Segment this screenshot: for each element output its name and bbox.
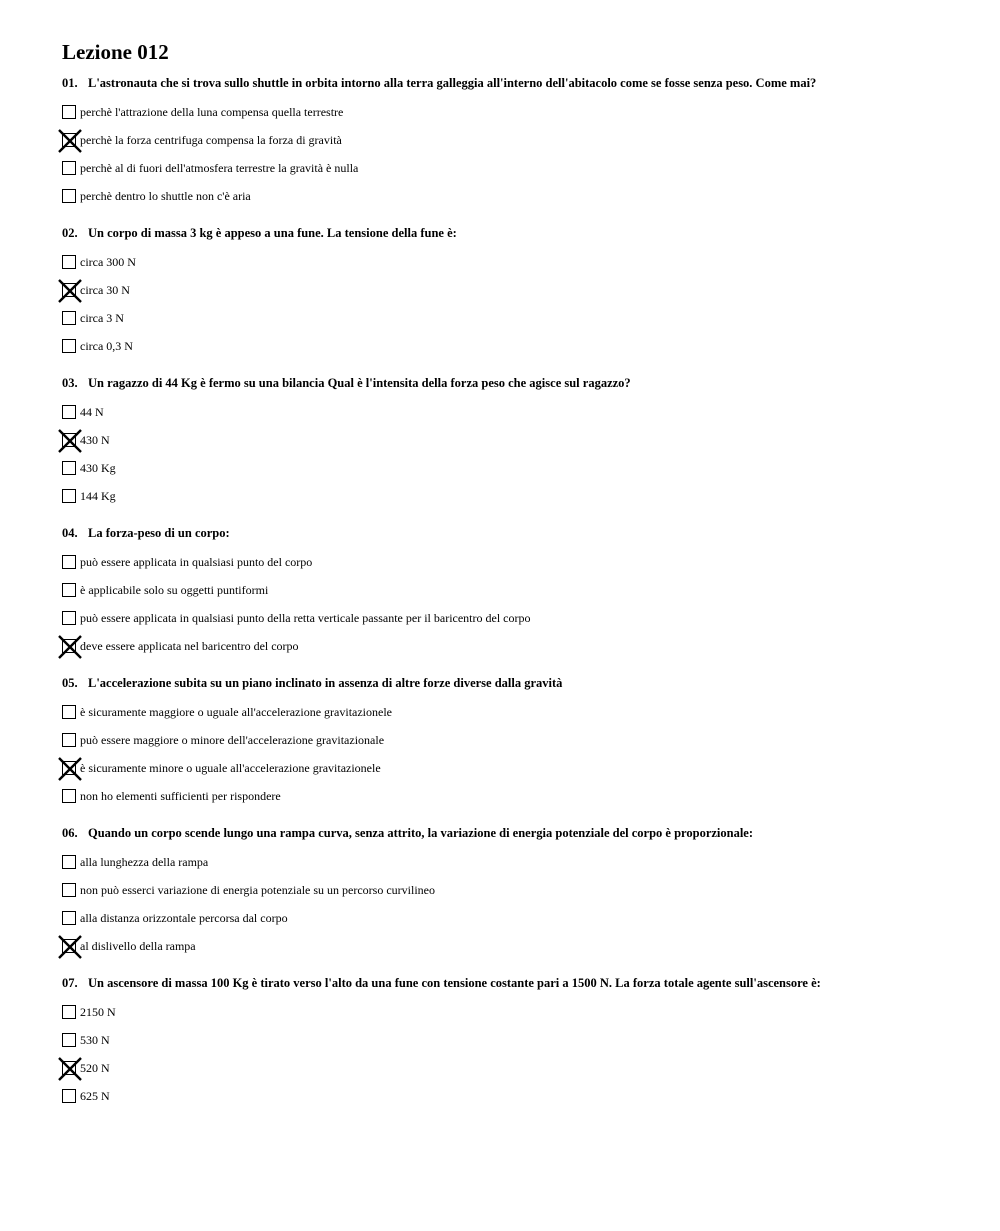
answer-option[interactable] (62, 756, 962, 784)
answer-option-label: 530 N (80, 1033, 110, 1047)
answer-option[interactable] (62, 1028, 962, 1056)
answer-option[interactable] (62, 784, 962, 812)
answer-option[interactable] (62, 334, 962, 362)
checkbox[interactable] (62, 911, 76, 925)
answer-option-label: al dislivello della rampa (80, 939, 196, 953)
question-text (62, 675, 962, 691)
answer-option[interactable] (62, 934, 962, 962)
answer-option[interactable] (62, 906, 962, 934)
question-label: Quando un corpo scende lungo una rampa curva, senza attrito, la variazione di energia potenziale del corpo è proporzionale: (88, 826, 754, 840)
answer-option[interactable] (62, 1084, 962, 1112)
cross-mark-icon (59, 936, 81, 958)
answer-option-label: può essere applicata in qualsiasi punto del corpo (80, 555, 313, 569)
checkbox[interactable] (62, 555, 76, 569)
question-text (62, 225, 962, 241)
question-number: 04. (62, 526, 78, 540)
answer-option[interactable] (62, 306, 962, 334)
answer-option-label: deve essere applicata nel baricentro del corpo (80, 639, 299, 653)
answer-option[interactable] (62, 456, 962, 484)
question-7 (62, 975, 962, 1112)
checkbox[interactable] (62, 1033, 76, 1047)
checkbox[interactable] (62, 105, 76, 119)
checkbox[interactable] (62, 1005, 76, 1019)
answer-option[interactable] (62, 278, 962, 306)
answer-option[interactable] (62, 184, 962, 212)
question-text (62, 75, 962, 91)
answer-option-label: può essere maggiore o minore dell'accelerazione gravitazionale (80, 733, 385, 747)
question-4 (62, 525, 962, 662)
answer-option[interactable] (62, 100, 962, 128)
answer-option[interactable] (62, 878, 962, 906)
answer-option-label: può essere applicata in qualsiasi punto della retta verticale passante per il baricentro del corpo (80, 611, 531, 625)
question-text (62, 825, 962, 841)
answer-option-label: 520 N (80, 1061, 110, 1075)
answer-option[interactable] (62, 428, 962, 456)
checkbox[interactable] (62, 161, 76, 175)
checkbox[interactable] (62, 255, 76, 269)
checkbox-checked[interactable] (62, 433, 76, 447)
answer-option-label: circa 30 N (80, 283, 130, 297)
answer-option-label: alla distanza orizzontale percorsa dal corpo (80, 911, 288, 925)
answer-option[interactable] (62, 728, 962, 756)
cross-mark-icon (59, 636, 81, 658)
question-text (62, 525, 962, 541)
question-1 (62, 75, 962, 212)
answer-option-label: circa 3 N (80, 311, 124, 325)
answer-option[interactable] (62, 250, 962, 278)
answer-option[interactable] (62, 1056, 962, 1084)
answer-option-label: alla lunghezza della rampa (80, 855, 209, 869)
checkbox[interactable] (62, 405, 76, 419)
question-label: Un ascensore di massa 100 Kg è tirato verso l'alto da una fune con tensione costante pari a 1500 N. La forza totale agente sull'ascensore è: (88, 976, 821, 990)
answer-option-label: perchè dentro lo shuttle non c'è aria (80, 189, 251, 203)
answer-option[interactable] (62, 700, 962, 728)
checkbox-checked[interactable] (62, 939, 76, 953)
checkbox[interactable] (62, 583, 76, 597)
question-label: Un corpo di massa 3 kg è appeso a una fune. La tensione della fune è: (88, 226, 457, 240)
question-3 (62, 375, 962, 512)
cross-mark-icon (59, 1058, 81, 1080)
answer-option-label: perchè la forza centrifuga compensa la forza di gravità (80, 133, 342, 147)
answer-option-label: è applicabile solo su oggetti puntiformi (80, 583, 269, 597)
checkbox[interactable] (62, 789, 76, 803)
cross-mark-icon (59, 280, 81, 302)
answer-option[interactable] (62, 1000, 962, 1028)
question-number: 01. (62, 76, 78, 90)
question-number: 03. (62, 376, 78, 390)
answer-option-label: 430 Kg (80, 461, 116, 475)
checkbox[interactable] (62, 489, 76, 503)
checkbox[interactable] (62, 189, 76, 203)
checkbox[interactable] (62, 311, 76, 325)
checkbox-checked[interactable] (62, 1061, 76, 1075)
answer-option[interactable] (62, 634, 962, 662)
checkbox[interactable] (62, 855, 76, 869)
question-2 (62, 225, 962, 362)
answer-option[interactable] (62, 606, 962, 634)
answer-option-label: è sicuramente maggiore o uguale all'accelerazione gravitazionele (80, 705, 392, 719)
answer-option-label: 144 Kg (80, 489, 116, 503)
checkbox-checked[interactable] (62, 283, 76, 297)
checkbox[interactable] (62, 883, 76, 897)
question-label: L'astronauta che si trova sullo shuttle in orbita intorno alla terra galleggia all'interno dell'abitacolo come se fosse senza peso. Come mai? (88, 76, 817, 90)
answer-option-label: 44 N (80, 405, 104, 419)
answer-option[interactable] (62, 578, 962, 606)
question-number: 06. (62, 826, 78, 840)
answer-option[interactable] (62, 850, 962, 878)
question-number: 05. (62, 676, 78, 690)
answer-option[interactable] (62, 400, 962, 428)
answer-option[interactable] (62, 550, 962, 578)
answer-option-label: è sicuramente minore o uguale all'accelerazione gravitazionele (80, 761, 381, 775)
answer-option-label: 2150 N (80, 1005, 116, 1019)
cross-mark-icon (59, 758, 81, 780)
answer-option-label: non può esserci variazione di energia potenziale su un percorso curvilineo (80, 883, 435, 897)
question-5 (62, 675, 962, 812)
answer-option-label: 430 N (80, 433, 110, 447)
question-number: 07. (62, 976, 78, 990)
question-label: Un ragazzo di 44 Kg è fermo su una bilancia Qual è l'intensita della forza peso che agisce sul ragazzo? (88, 376, 631, 390)
checkbox-checked[interactable] (62, 761, 76, 775)
question-label: La forza-peso di un corpo: (88, 526, 230, 540)
question-list (62, 75, 962, 1112)
cross-mark-icon (59, 130, 81, 152)
checkbox-checked[interactable] (62, 639, 76, 653)
answer-option-label: perchè al di fuori dell'atmosfera terrestre la gravità è nulla (80, 161, 359, 175)
checkbox[interactable] (62, 461, 76, 475)
answer-option-label: circa 300 N (80, 255, 136, 269)
checkbox[interactable] (62, 611, 76, 625)
answer-option-label: 625 N (80, 1089, 110, 1103)
quiz-page (62, 38, 962, 1125)
page-title: Lezione 012 (62, 40, 169, 64)
question-number: 02. (62, 226, 78, 240)
cross-mark-icon (59, 430, 81, 452)
checkbox[interactable] (62, 733, 76, 747)
checkbox[interactable] (62, 1089, 76, 1103)
answer-option[interactable] (62, 128, 962, 156)
checkbox[interactable] (62, 705, 76, 719)
answer-option-label: circa 0,3 N (80, 339, 133, 353)
answer-option-label: non ho elementi sufficienti per rispondere (80, 789, 281, 803)
question-text (62, 975, 962, 991)
answer-option[interactable] (62, 484, 962, 512)
answer-option-label: perchè l'attrazione della luna compensa quella terrestre (80, 105, 344, 119)
checkbox-checked[interactable] (62, 133, 76, 147)
question-text (62, 375, 962, 391)
checkbox[interactable] (62, 339, 76, 353)
question-6 (62, 825, 962, 962)
question-label: L'accelerazione subita su un piano inclinato in assenza di altre forze diverse dalla gravità (88, 676, 563, 690)
answer-option[interactable] (62, 156, 962, 184)
